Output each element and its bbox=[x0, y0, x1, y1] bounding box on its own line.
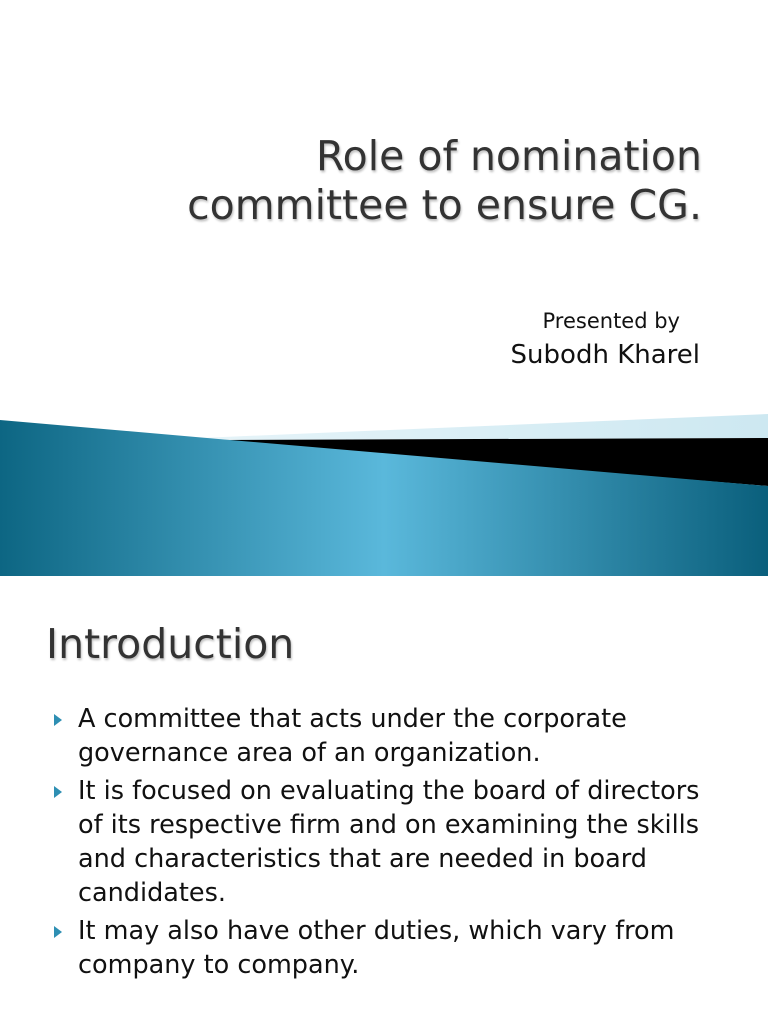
triangle-right-icon bbox=[54, 786, 62, 798]
triangle-right-icon bbox=[54, 926, 62, 938]
bullet-text: A committee that acts under the corporate governance area of an organization. bbox=[78, 704, 627, 768]
list-item bbox=[50, 914, 730, 982]
decorative-band bbox=[0, 400, 768, 576]
list-item bbox=[50, 774, 730, 910]
bullet-text: It is focused on evaluating the board of directors of its respective firm and on examining the skills and characteristics that are needed in board candidates. bbox=[78, 776, 700, 908]
pale-wedge bbox=[200, 414, 768, 440]
list-item bbox=[50, 702, 730, 770]
triangle-right-icon bbox=[54, 714, 62, 726]
slide-title-line-2: committee to ensure CG. bbox=[187, 181, 702, 229]
slide-title bbox=[62, 132, 702, 230]
slide-heading: Introduction bbox=[46, 620, 295, 668]
bullet-text: It may also have other duties, which vary from company to company. bbox=[78, 916, 675, 980]
bullet-list bbox=[50, 702, 730, 986]
presented-by-label: Presented by bbox=[542, 309, 680, 333]
slide-title-line-1: Role of nomination bbox=[316, 132, 702, 180]
introduction-slide bbox=[0, 576, 768, 1024]
presenter-name: Subodh Kharel bbox=[510, 340, 700, 370]
